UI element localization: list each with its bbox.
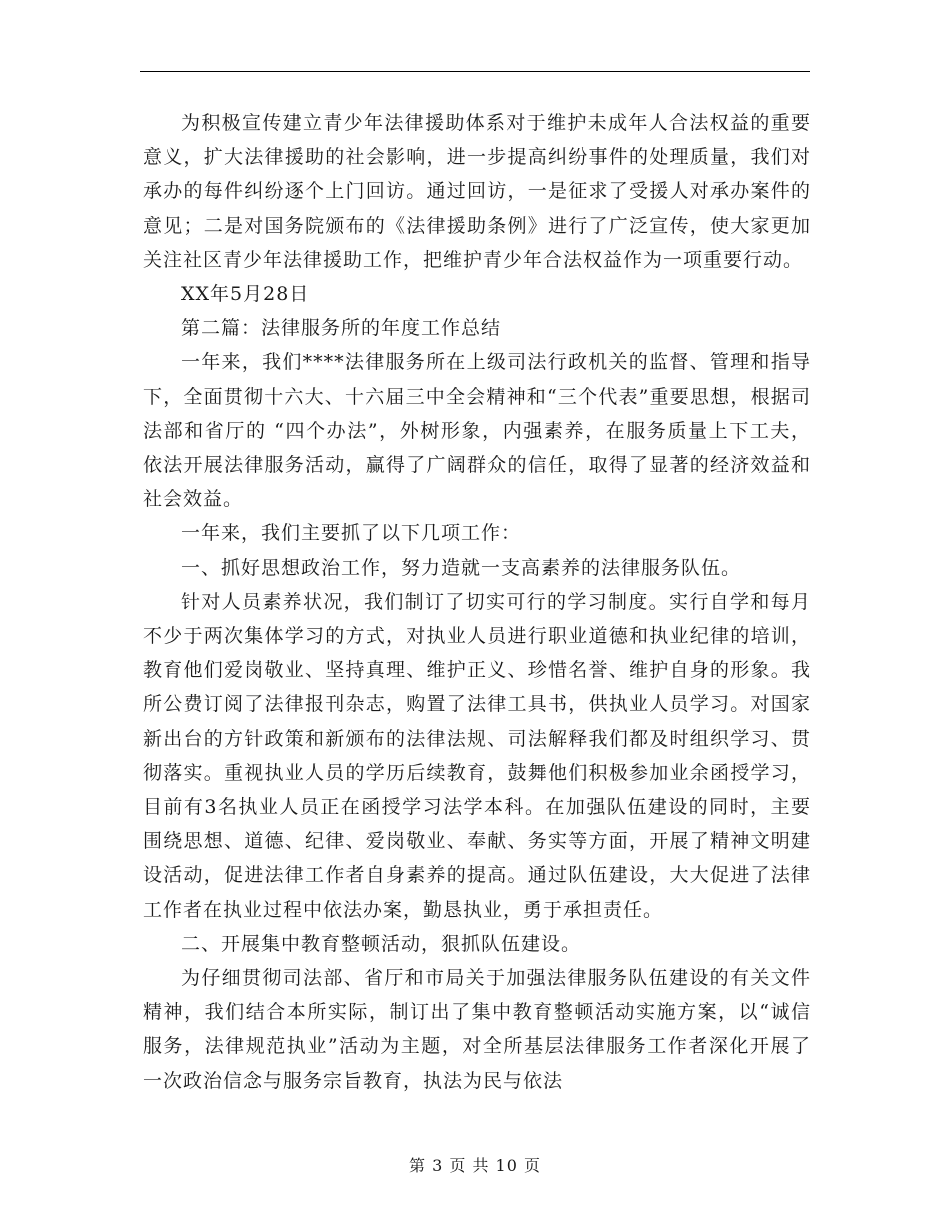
page-number: 第 3 页 共 10 页 <box>409 1156 541 1175</box>
heading-political-work: 一、抓好思想政治工作，努力造就一支高素养的法律服务队伍。 <box>181 556 742 579</box>
paragraph-return-visits: 为积极宣传建立青少年法律援助体系对于维护未成年人合法权益的重要意义，扩大法律援助的社会影响，进一步提高纠纷事件的处理质量，我们对承办的每件纠纷逐个上门回访。通过回访，一是征求了受援人对承办案件的意见；二是对国务院颁布的《法律援助条例》进行了广泛宣传，使大家更加关注社区青少年法律援助工作，把维护青少年合法权益作为一项重要行动。 <box>143 112 811 271</box>
paragraph-annual-summary: 一年来，我们****法律服务所在上级司法行政机关的监督、管理和指导下，全面贯彻十六大、十六届三中全会精神和“三个代表”重要思想，根据司法部和省厅的 “四个办法”，外树形象，内强素养，在服务质量上下工夫，依法开展法律服务活动，赢得了广阔群众的信任，取得了显著的经济效益和社会效益。 <box>143 351 811 511</box>
heading-rectification: 二、开展集中教育整顿活动，狠抓队伍建设。 <box>181 932 582 955</box>
paragraph-rectification-plan: 为仔细贯彻司法部、省厅和市局关于加强法律服务队伍建设的有关文件精神，我们结合本所实际，制订出了集中教育整顿活动实施方案，以“诚信服务，法律规范执业”活动为主题，对全所基层法律服务工作者深化开展了一次政治信念与服务宗旨教育，执法为民与依法 <box>143 967 811 1092</box>
paragraph-main-work: 一年来，我们主要抓了以下几项工作： <box>181 522 522 545</box>
section-title-part-two: 第二篇：法律服务所的年度工作总结 <box>181 317 502 340</box>
paragraph-study-system: 针对人员素养状况，我们制订了切实可行的学习制度。实行自学和每月不少于两次集体学习的方式，对执业人员进行职业道德和执业纪律的培训，教育他们爱岗敬业、坚持真理、维护正义、珍惜名誉、维护自身的形象。我所公费订阅了法律报刊杂志，购置了法律工具书，供执业人员学习。对国家新出台的方针政策和新颁布的法律法规、司法解释我们都及时组织学习、贯彻落实。重视执业人员的学历后续教育，鼓舞他们积极参加业余函授学习，目前有3名执业人员正在函授学习法学本科。在加强队伍建设的同时，主要围绕思想、道德、纪律、爱岗敬业、奉献、务实等方面，开展了精神文明建设活动，促进法律工作者自身素养的提高。通过队伍建设，大大促进了法律工作者在执业过程中依法办案，勤恳执业，勇于承担责任。 <box>143 590 811 921</box>
document-body <box>143 106 811 1098</box>
paragraph-date: XX年5月28日 <box>181 283 310 306</box>
header-rule <box>140 71 810 72</box>
page-footer <box>0 1153 950 1176</box>
